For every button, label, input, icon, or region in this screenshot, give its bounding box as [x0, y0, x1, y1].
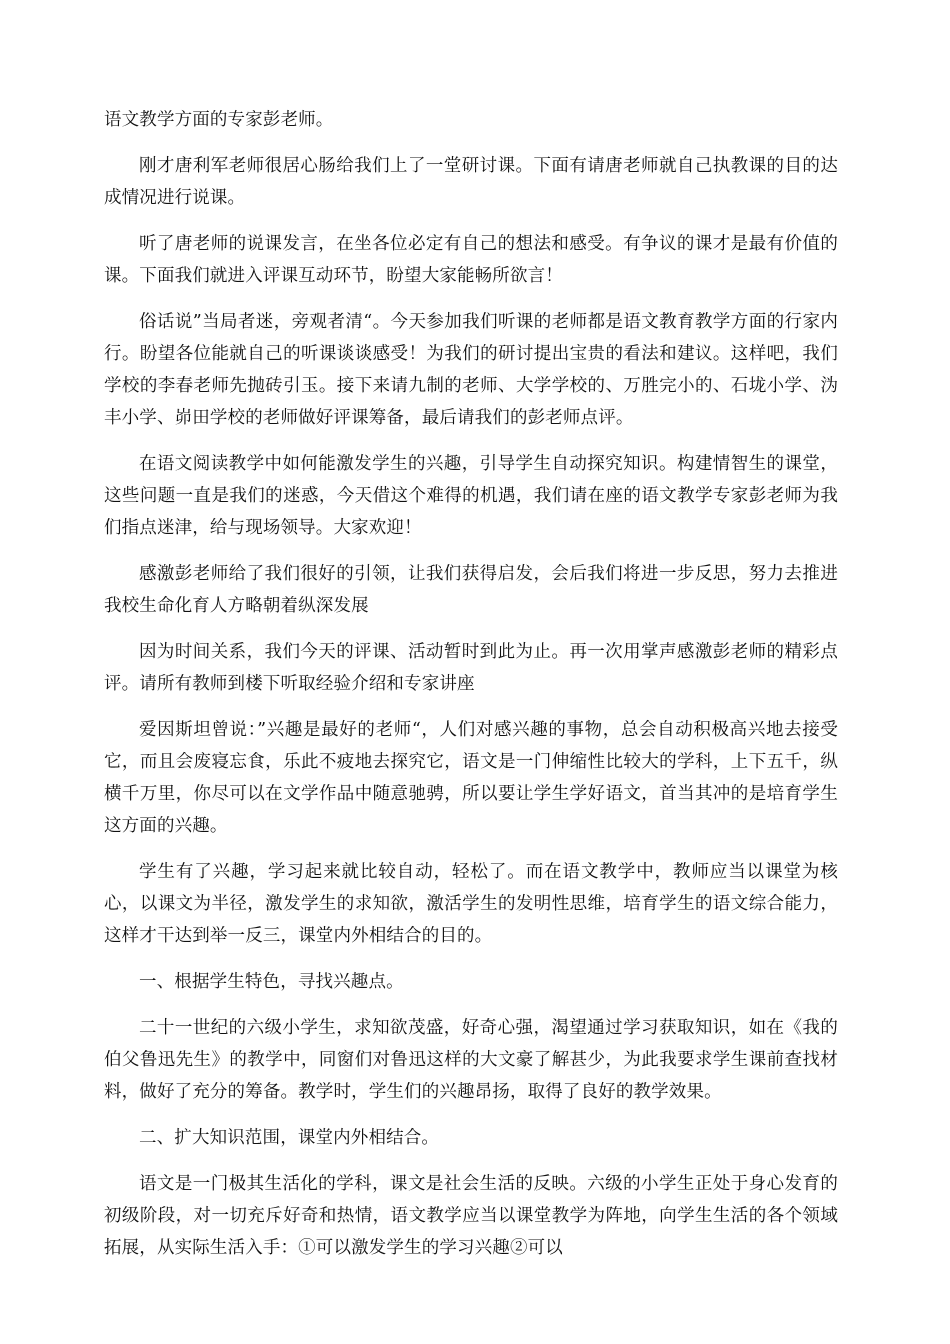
paragraph: 语文教学方面的专家彭老师。 — [104, 110, 334, 130]
section-heading: 一、根据学生特色，寻找兴趣点。 — [139, 972, 404, 992]
paragraph: 俗话说”当局者迷，旁观者清“。今天参加我们听课的老师都是语文教育教学方面的行家内行。盼望各位能就自己的听课谈谈感受！为我们的研讨提出宝贵的看法和建议。这样吧，我们学校的李春老师先抛砖引玉。接下来请九制的老师、大学学校的、万胜完小的、石垅小学、沩丰小学、峁田学校的老师做好评课筹备，最后请我们的彭老师点评。 — [104, 312, 838, 428]
section-heading: 二、扩大知识范围，课堂内外相结合。 — [139, 1128, 440, 1148]
paragraph: 听了唐老师的说课发言，在坐各位必定有自己的想法和感受。有争议的课才是最有价值的课。下面我们就进入评课互动环节，盼望大家能畅所欲言！ — [104, 234, 838, 286]
paragraph: 学生有了兴趣，学习起来就比较自动，轻松了。而在语文教学中，教师应当以课堂为核心，以课文为半径，激发学生的求知欲，激活学生的发明性思维，培育学生的语文综合能力，这样才干达到举一反三，课堂内外相结合的目的。 — [104, 862, 838, 946]
document-page — [104, 104, 838, 1278]
paragraph: 感激彭老师给了我们很好的引领，让我们获得启发，会后我们将进一步反思，努力去推进我校生命化育人方略朝着纵深发展 — [104, 564, 838, 616]
paragraph: 爱因斯坦曾说：”兴趣是最好的老师“，人们对感兴趣的事物，总会自动积极高兴地去接受它，而且会废寝忘食，乐此不疲地去探究它，语文是一门伸缩性比较大的学科，上下五千，纵横千万里，你尽可以在文学作品中随意驰骋，所以要让学生学好语文，首当其冲的是培育学生这方面的兴趣。 — [104, 720, 838, 836]
paragraph: 在语文阅读教学中如何能激发学生的兴趣，引导学生自动探究知识。构建情智生的课堂，这些问题一直是我们的迷惑，今天借这个难得的机遇，我们请在座的语文教学专家彭老师为我们指点迷津，给与现场领导。大家欢迎！ — [104, 454, 838, 538]
paragraph: 语文是一门极其生活化的学科，课文是社会生活的反映。六级的小学生正处于身心发育的初级阶段，对一切充斥好奇和热情，语文教学应当以课堂教学为阵地，向学生生活的各个领域拓展，从实际生活入手：①可以激发学生的学习兴趣②可以 — [104, 1174, 838, 1258]
paragraph: 二十一世纪的六级小学生，求知欲茂盛，好奇心强，渴望通过学习获取知识，如在《我的伯父鲁迅先生》的教学中，同窗们对鲁迅这样的大文豪了解甚少，为此我要求学生课前查找材料，做好了充分的筹备。教学时，学生们的兴趣昂扬，取得了良好的教学效果。 — [104, 1018, 838, 1102]
paragraph: 刚才唐利军老师很居心肠给我们上了一堂研讨课。下面有请唐老师就自己执教课的目的达成情况进行说课。 — [104, 156, 838, 208]
paragraph: 因为时间关系，我们今天的评课、活动暂时到此为止。再一次用掌声感激彭老师的精彩点评。请所有教师到楼下听取经验介绍和专家讲座 — [104, 642, 838, 694]
